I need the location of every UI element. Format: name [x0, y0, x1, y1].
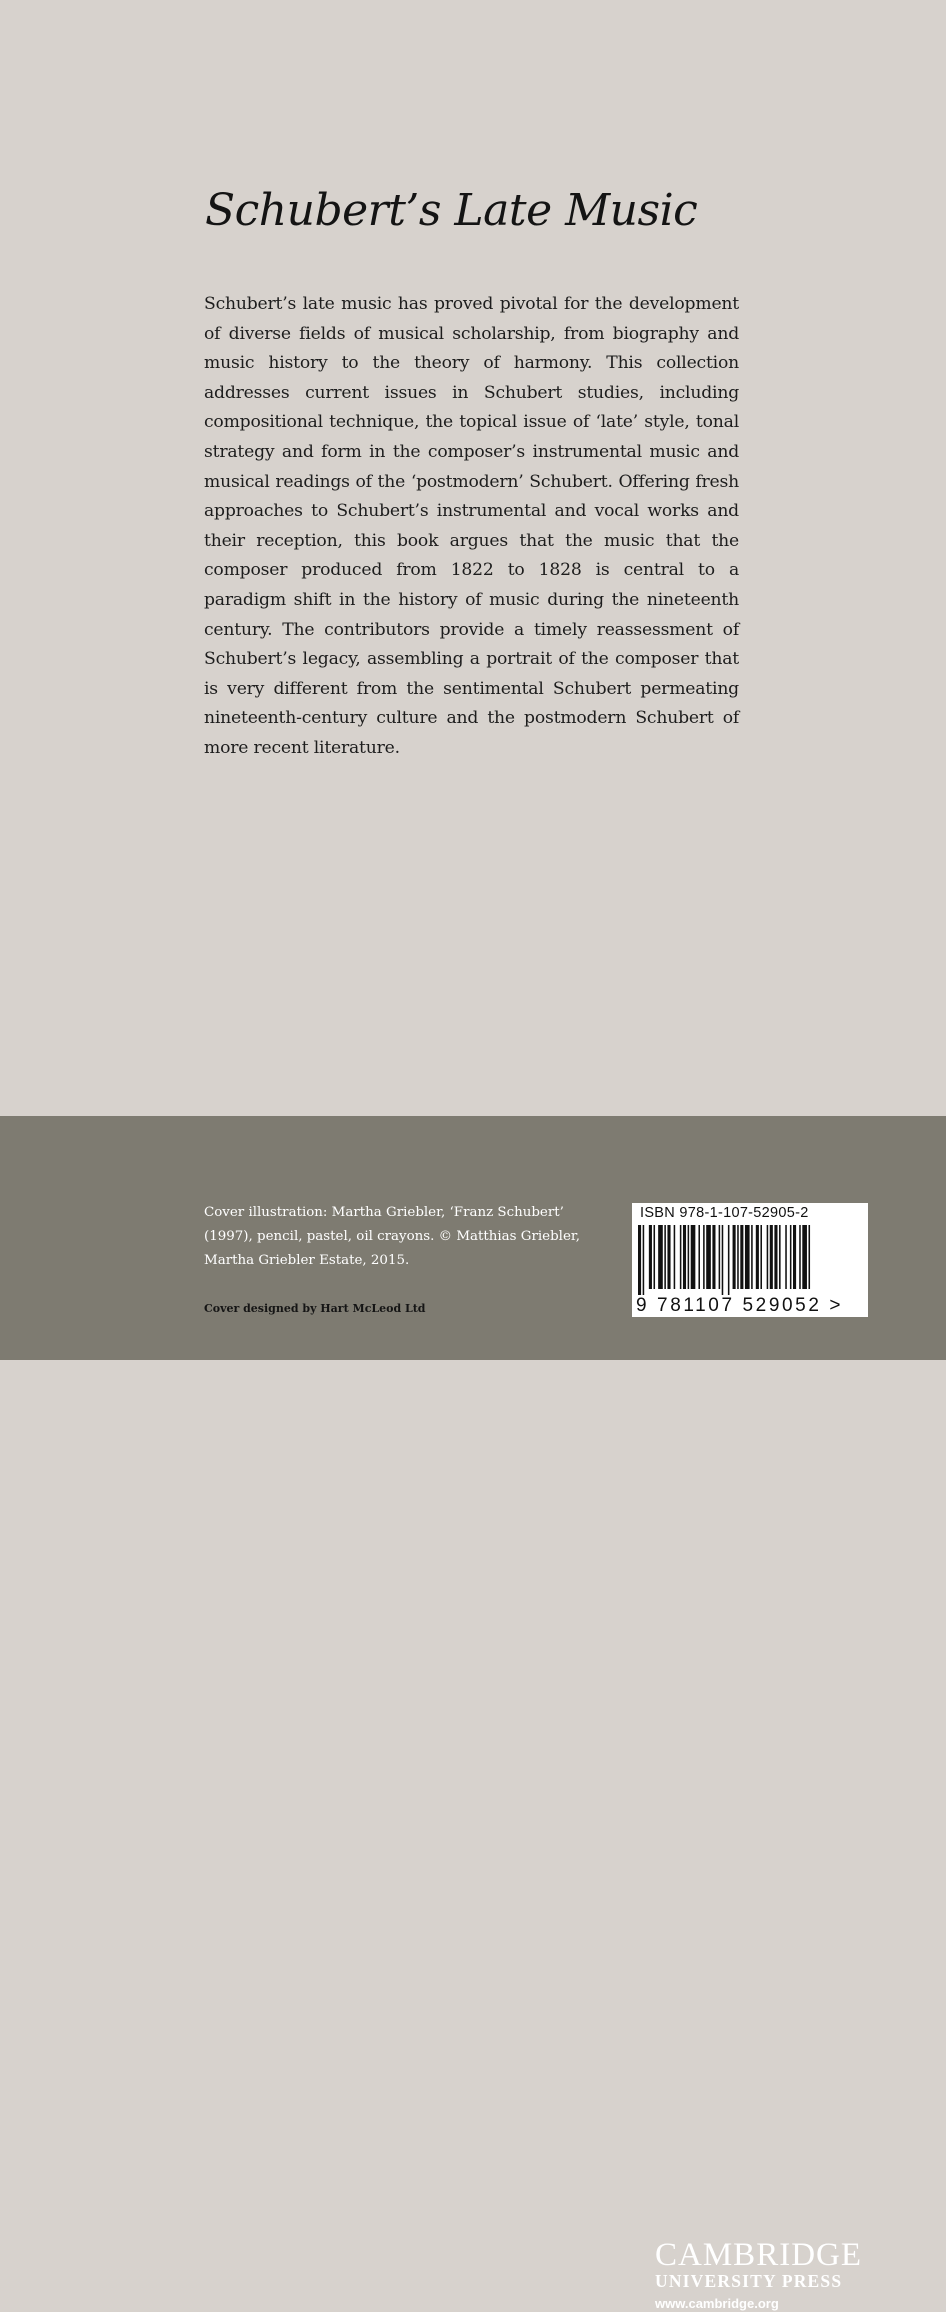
- barcode-bar: [683, 1225, 686, 1289]
- barcode-bar: [712, 1225, 715, 1289]
- barcode-bar: [658, 1225, 663, 1289]
- barcode-bar: [745, 1225, 750, 1289]
- barcode-bar: [756, 1225, 759, 1289]
- barcode-bar: [785, 1225, 787, 1289]
- book-title: Schubert’s Late Music: [205, 185, 698, 236]
- barcode-bar: [706, 1225, 711, 1289]
- barcode-bar: [740, 1225, 743, 1289]
- cover-illustration-credit: Cover illustration: Martha Griebler, ‘Franz Schubert’ (1997), pencil, pastel, oil crayons. © Matthias Griebler, Martha Griebler Estate, 2015.: [204, 1205, 581, 1268]
- barcode-bar: [802, 1225, 807, 1289]
- book-description: Schubert’s late music has proved pivotal for the development of diverse fields of musical scholarship, from biography and music history to the theory of harmony. This collection addresses current issues in Schubert studies, including compositional technique, the topical issue of ‘late’ style, tonal strategy and form in the composer’s instrumental music and musical readings of the ‘postmodern’ Schubert. Offering fresh approaches to Schubert’s instrumental and vocal works and their reception, this book argues that the music that the composer produced from 1822 to 1828 is central to a paradigm shift in the history of music during the nineteenth century. The contributors provide a timely reassessment of Schubert’s legacy, assembling a portrait of the composer that is very different from the sentimental Schubert permeating nineteenth-century culture and the postmodern Schubert of more recent literature.: [204, 294, 739, 758]
- barcode-bar: [643, 1225, 645, 1295]
- barcode-bar: [638, 1225, 641, 1295]
- isbn-label: ISBN 978-1-107-52905-2: [640, 1205, 809, 1221]
- barcode-bar: [774, 1225, 777, 1289]
- barcode-bar: [733, 1225, 736, 1289]
- barcode-bar: [779, 1225, 781, 1289]
- cover-designer-credit: Cover designed by Hart McLeod Ltd: [204, 1302, 426, 1315]
- barcode-bar: [664, 1225, 666, 1289]
- barcode-bar: [760, 1225, 762, 1289]
- barcode-panel: [632, 1203, 868, 1317]
- barcode-bar: [654, 1225, 656, 1289]
- barcode-bar: [722, 1225, 724, 1295]
- barcode-bar: [667, 1225, 670, 1289]
- barcode-bar: [698, 1225, 700, 1289]
- barcode-bar: [728, 1225, 730, 1295]
- barcode-bar: [799, 1225, 801, 1289]
- barcode-bar: [691, 1225, 696, 1289]
- barcode-bar: [688, 1225, 690, 1289]
- barcode-bar: [767, 1225, 769, 1289]
- barcode-bar: [649, 1225, 652, 1289]
- barcode-bar: [770, 1225, 773, 1289]
- barcode-bar: [674, 1225, 676, 1289]
- barcode-bar: [703, 1225, 705, 1289]
- barcode-bar: [751, 1225, 753, 1289]
- publisher-logo-subtitle: UNIVERSITY PRESS: [655, 2271, 843, 2291]
- barcode-bar: [719, 1225, 721, 1289]
- publisher-logo-name: CAMBRIDGE: [655, 2237, 863, 2273]
- barcode-bar: [737, 1225, 739, 1289]
- barcode-icon: [638, 1225, 862, 1295]
- barcode-bar: [680, 1225, 682, 1289]
- barcode-digits: 9 781107 529052 >: [636, 1295, 844, 1316]
- barcode-bar: [793, 1225, 796, 1289]
- publisher-website: www.cambridge.org: [655, 2296, 779, 2311]
- barcode-bar: [809, 1225, 811, 1289]
- barcode-bar: [790, 1225, 792, 1289]
